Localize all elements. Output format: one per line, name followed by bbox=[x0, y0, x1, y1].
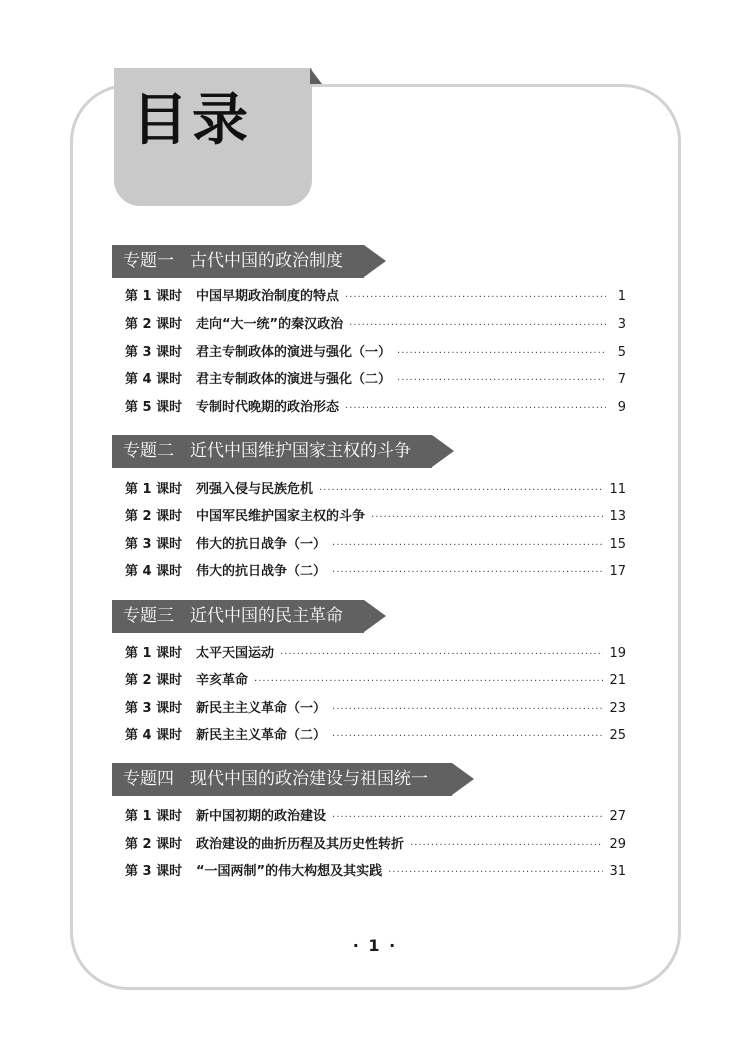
lesson-topic: 中国早期政治制度的特点 bbox=[196, 289, 340, 304]
toc-entry[interactable] bbox=[125, 807, 626, 827]
lesson-topic: 走向“大一统”的秦汉政治 bbox=[196, 317, 344, 332]
toc-entry[interactable] bbox=[125, 699, 626, 719]
lesson-topic: 伟大的抗日战争（一） bbox=[196, 537, 327, 552]
page-ref: 5 bbox=[617, 345, 626, 360]
page-ref: 9 bbox=[617, 400, 626, 415]
dot-leader bbox=[332, 700, 603, 720]
lesson-number: 第 5 课时 bbox=[125, 400, 183, 415]
lesson-topic: 伟大的抗日战争（二） bbox=[196, 564, 327, 579]
page-ref: 23 bbox=[609, 701, 626, 716]
section-label: 专题三 bbox=[123, 606, 174, 626]
section-label: 专题二 bbox=[123, 441, 174, 461]
lesson-number: 第 3 课时 bbox=[125, 345, 183, 360]
lesson-topic: “一国两制”的伟大构想及其实践 bbox=[196, 864, 383, 879]
toc-entry[interactable] bbox=[125, 507, 626, 527]
lesson-number: 第 3 课时 bbox=[125, 864, 183, 879]
section-header-1[interactable] bbox=[112, 245, 364, 278]
dot-leader bbox=[332, 563, 603, 583]
lesson-topic: 辛亥革命 bbox=[196, 673, 249, 688]
page-ref: 17 bbox=[609, 564, 626, 579]
page-ref: 27 bbox=[609, 809, 626, 824]
toc-entry[interactable] bbox=[125, 287, 626, 307]
section-label: 专题一 bbox=[123, 251, 174, 271]
toc-entry[interactable] bbox=[125, 315, 626, 335]
page-ref: 7 bbox=[617, 372, 626, 387]
dot-leader bbox=[345, 399, 606, 419]
section-name: 古代中国的政治制度 bbox=[190, 251, 343, 271]
dot-leader bbox=[410, 836, 603, 856]
lesson-topic: 新中国初期的政治建设 bbox=[196, 809, 327, 824]
lesson-topic: 政治建设的曲折历程及其历史性转折 bbox=[196, 837, 405, 852]
lesson-number: 第 4 课时 bbox=[125, 372, 183, 387]
title-tab-fold bbox=[310, 68, 322, 84]
lesson-number: 第 2 课时 bbox=[125, 509, 183, 524]
dot-leader bbox=[332, 536, 603, 556]
toc-entry[interactable] bbox=[125, 535, 626, 555]
dot-leader bbox=[371, 508, 603, 528]
dot-leader bbox=[332, 727, 603, 747]
page-ref: 11 bbox=[609, 482, 626, 497]
section-name: 近代中国的民主革命 bbox=[190, 606, 343, 626]
page-ref: 1 bbox=[617, 289, 626, 304]
page-ref: 21 bbox=[609, 673, 626, 688]
lesson-topic: 新民主主义革命（二） bbox=[196, 728, 327, 743]
page-ref: 31 bbox=[609, 864, 626, 879]
toc-entry[interactable] bbox=[125, 562, 626, 582]
lesson-topic: 专制时代晚期的政治形态 bbox=[196, 400, 340, 415]
lesson-number: 第 1 课时 bbox=[125, 809, 183, 824]
page-ref: 25 bbox=[609, 728, 626, 743]
lesson-topic: 君主专制政体的演进与强化（二） bbox=[196, 372, 392, 387]
section-header-4[interactable] bbox=[112, 763, 452, 796]
dot-leader bbox=[319, 481, 603, 501]
lesson-number: 第 3 课时 bbox=[125, 537, 183, 552]
toc-entry[interactable] bbox=[125, 644, 626, 664]
dot-leader bbox=[349, 316, 606, 336]
page-title: 目录 bbox=[132, 88, 252, 153]
dot-leader bbox=[332, 808, 603, 828]
dot-leader bbox=[345, 288, 606, 308]
page-ref: 13 bbox=[609, 509, 626, 524]
toc-entry[interactable] bbox=[125, 398, 626, 418]
lesson-number: 第 2 课时 bbox=[125, 317, 183, 332]
lesson-number: 第 1 课时 bbox=[125, 482, 183, 497]
section-name: 近代中国维护国家主权的斗争 bbox=[190, 441, 411, 461]
toc-entry[interactable] bbox=[125, 480, 626, 500]
toc-entry[interactable] bbox=[125, 835, 626, 855]
dot-leader bbox=[280, 645, 603, 665]
lesson-number: 第 2 课时 bbox=[125, 837, 183, 852]
page-number: · 1 · bbox=[352, 936, 398, 955]
toc-entry[interactable] bbox=[125, 370, 626, 390]
lesson-topic: 列强入侵与民族危机 bbox=[196, 482, 314, 497]
lesson-number: 第 2 课时 bbox=[125, 673, 183, 688]
page-ref: 15 bbox=[609, 537, 626, 552]
toc-entry[interactable] bbox=[125, 343, 626, 363]
section-label: 专题四 bbox=[123, 769, 174, 789]
toc-entry[interactable] bbox=[125, 862, 626, 882]
dot-leader bbox=[397, 371, 606, 391]
toc-entry[interactable] bbox=[125, 726, 626, 746]
dot-leader bbox=[388, 863, 603, 883]
section-header-2[interactable] bbox=[112, 435, 432, 468]
lesson-number: 第 4 课时 bbox=[125, 564, 183, 579]
page-ref: 3 bbox=[617, 317, 626, 332]
lesson-number: 第 1 课时 bbox=[125, 289, 183, 304]
section-name: 现代中国的政治建设与祖国统一 bbox=[190, 769, 428, 789]
lesson-topic: 中国军民维护国家主权的斗争 bbox=[196, 509, 366, 524]
dot-leader bbox=[254, 672, 603, 692]
page-ref: 19 bbox=[609, 646, 626, 661]
lesson-number: 第 3 课时 bbox=[125, 701, 183, 716]
section-header-3[interactable] bbox=[112, 600, 364, 633]
lesson-number: 第 1 课时 bbox=[125, 646, 183, 661]
lesson-topic: 太平天国运动 bbox=[196, 646, 275, 661]
toc-entry[interactable] bbox=[125, 671, 626, 691]
dot-leader bbox=[397, 344, 606, 364]
lesson-number: 第 4 课时 bbox=[125, 728, 183, 743]
page-ref: 29 bbox=[609, 837, 626, 852]
lesson-topic: 君主专制政体的演进与强化（一） bbox=[196, 345, 392, 360]
lesson-topic: 新民主主义革命（一） bbox=[196, 701, 327, 716]
